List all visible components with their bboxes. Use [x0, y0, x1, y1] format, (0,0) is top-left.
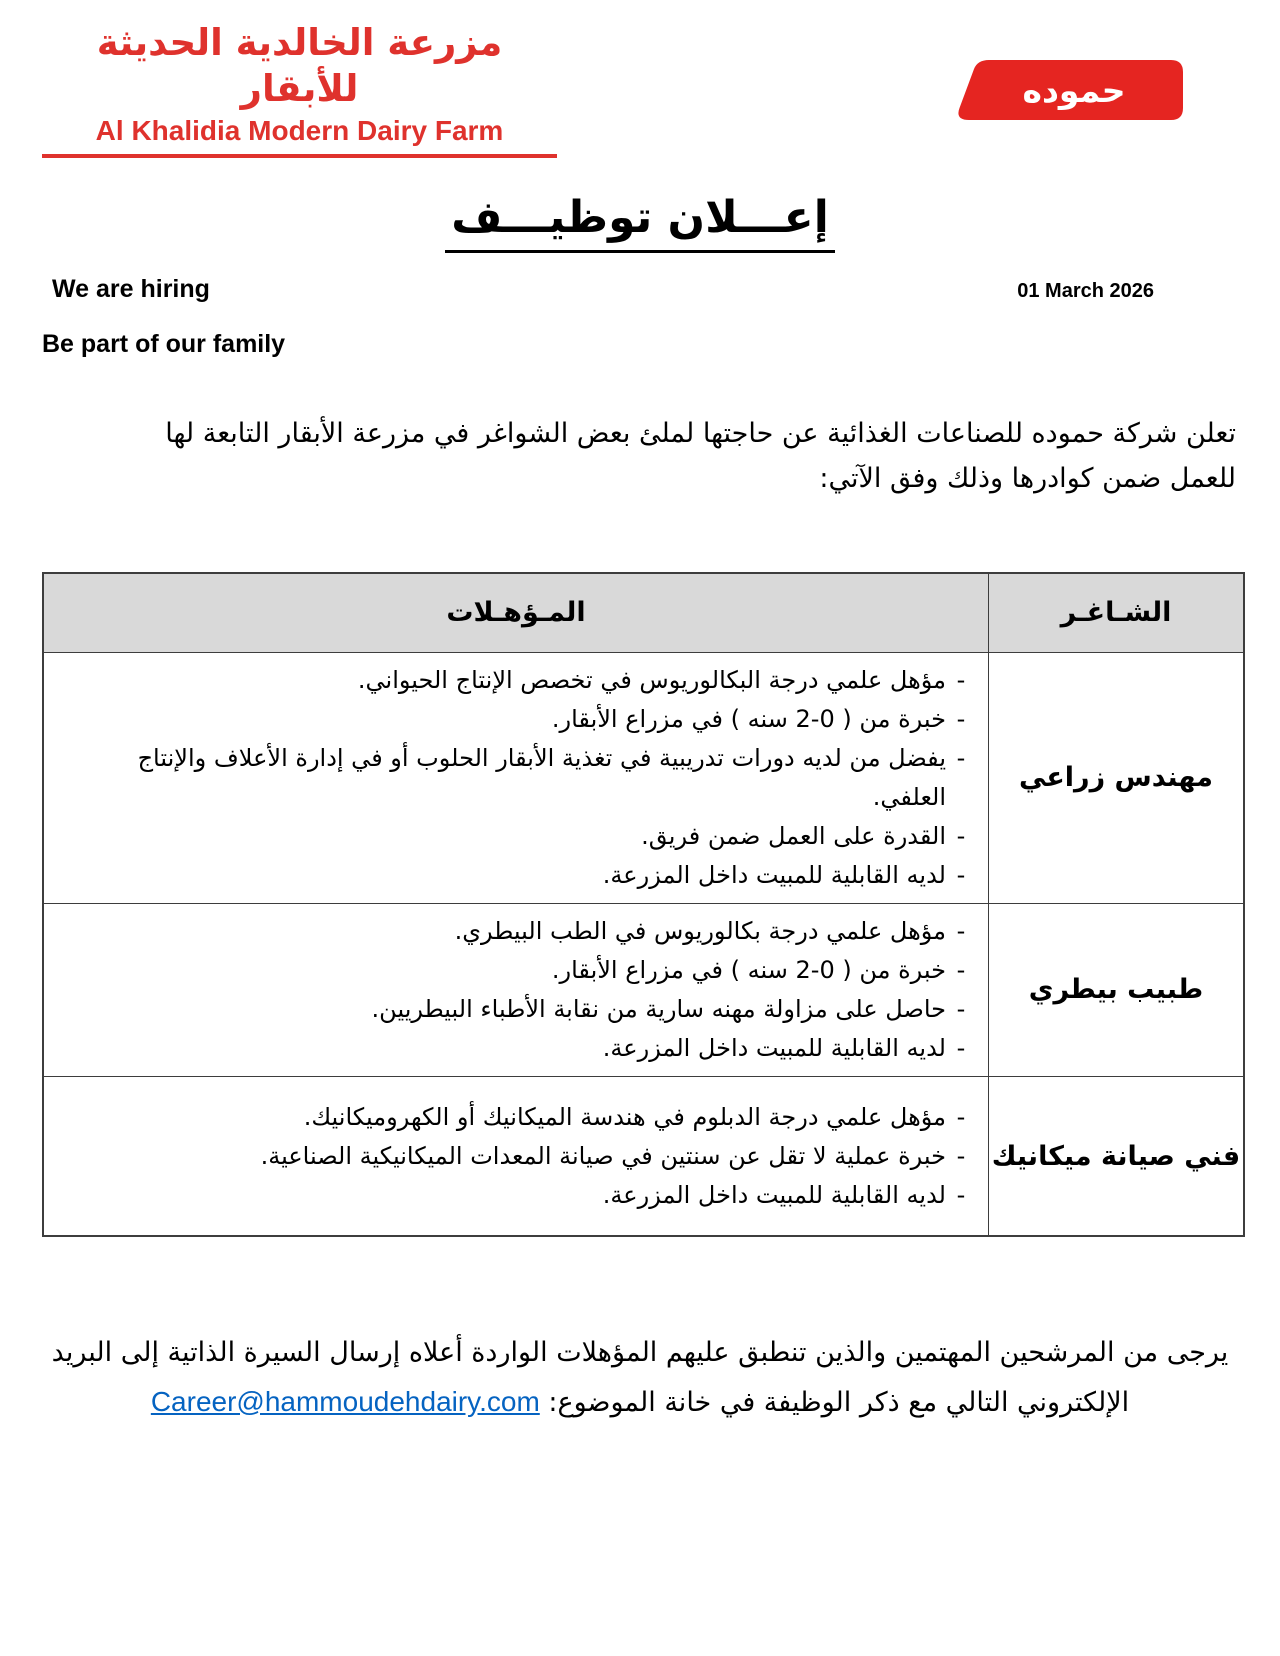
we-are-hiring-text: We are hiring	[52, 275, 210, 304]
closing-paragraph	[50, 1329, 1230, 1426]
qualifications-cell	[43, 903, 989, 1076]
qualification-item	[74, 1098, 976, 1137]
qualification-text: لديه القابلية للمبيت داخل المزرعة.	[602, 860, 946, 889]
qualification-item	[74, 1176, 976, 1215]
bullet-dash: -	[956, 916, 966, 945]
qualification-item	[74, 912, 976, 951]
bullet-dash: -	[956, 1180, 966, 1209]
qualification-text: خبرة عملية لا تقل عن سنتين في صيانة المعدات الميكانيكية الصناعية.	[260, 1141, 946, 1170]
qualification-text: لديه القابلية للمبيت داخل المزرعة.	[602, 1033, 946, 1062]
table-header-row	[43, 573, 1244, 653]
intro-paragraph: تعلن شركة حموده للصناعات الغذائية عن حاجتها لملئ بعض الشواغر في مزرعة الأبقار التابعة لها للعمل ضمن كوادرها وذلك وفق الآتي:	[165, 418, 1236, 495]
qualification-item	[74, 1137, 976, 1176]
qualification-text: خبرة من ( 0-2 سنه ) في مزراع الأبقار.	[551, 955, 946, 984]
qualification-item	[74, 739, 976, 817]
title-wrap	[42, 191, 1238, 253]
qualification-item	[74, 700, 976, 739]
qualification-item	[74, 856, 976, 895]
table-row	[43, 1076, 1244, 1236]
qualification-text: حاصل على مزاولة مهنه سارية من نقابة الأطباء البيطريين.	[371, 994, 946, 1023]
qualification-item	[74, 990, 976, 1029]
table-row	[43, 903, 1244, 1076]
job-title-cell: فني صيانة ميكانيك	[989, 1076, 1245, 1236]
qualification-item	[74, 661, 976, 700]
qualification-text: مؤهل علمي درجة البكالوريوس في تخصص الإنتاج الحيواني.	[357, 665, 946, 694]
bullet-dash: -	[956, 955, 966, 984]
email-link[interactable]: Career@hammoudehdairy.com	[150, 1385, 540, 1417]
hammoudeh-logo-text: حموده	[1022, 70, 1126, 110]
qualification-text: مؤهل علمي درجة بكالوريوس في الطب البيطري.	[454, 916, 946, 945]
header	[42, 20, 1238, 158]
farm-logo-arabic-text: مزرعة الخالدية الحديثة للأبقار	[96, 21, 503, 111]
bullet-dash: -	[956, 821, 966, 850]
bullet-dash: -	[956, 1141, 966, 1170]
bullet-dash: -	[956, 860, 966, 889]
job-title-cell: طبيب بيطري	[989, 903, 1245, 1076]
hiring-row	[42, 275, 1238, 304]
page-title: إعـــلان توظيـــف	[445, 194, 835, 253]
qualification-text: مؤهل علمي درجة الدبلوم في هندسة الميكانيك أو الكهروميكانيك.	[303, 1102, 946, 1131]
farm-logo-underline	[42, 154, 557, 158]
farm-logo	[42, 20, 557, 158]
qualifications-cell	[43, 1076, 989, 1236]
qualification-text: لديه القابلية للمبيت داخل المزرعة.	[602, 1180, 946, 1209]
bullet-dash: -	[956, 994, 966, 1023]
vacancies-table	[42, 572, 1245, 1238]
closing-text: يرجى من المرشحين المهتمين والذين تنطبق عليهم المؤهلات الواردة أعلاه إرسال السيرة الذاتية إلى البريد الإلكتروني التالي مع ذكر الوظيفة في خانة الموضوع:	[51, 1337, 1229, 1418]
qualification-item	[74, 951, 976, 990]
hammoudeh-logo	[953, 58, 1185, 122]
qualification-item	[74, 1029, 976, 1068]
qualification-item	[74, 817, 976, 856]
family-text: Be part of our family	[42, 330, 286, 359]
job-title-cell: مهندس زراعي	[989, 652, 1245, 903]
bullet-dash: -	[956, 1102, 966, 1131]
bullet-dash: -	[956, 704, 966, 733]
date-text: 01 March 2026	[1017, 280, 1154, 303]
qualifications-header: المـؤهـلات	[43, 573, 989, 653]
qualifications-cell	[43, 652, 989, 903]
bullet-dash: -	[956, 665, 966, 694]
qualification-text: يفضل من لديه دورات تدريبية في تغذية الأبقار الحلوب أو في إدارة الأعلاف والإنتاج العلفي.	[137, 743, 946, 811]
vacancy-header: الشـاغـر	[989, 573, 1245, 653]
qualification-text: خبرة من ( 0-2 سنه ) في مزراع الأبقار.	[551, 704, 946, 733]
bullet-dash: -	[956, 1033, 966, 1062]
table-row	[43, 652, 1244, 903]
farm-logo-english-text: Al Khalidia Modern Dairy Farm	[95, 114, 504, 146]
qualification-text: القدرة على العمل ضمن فريق.	[641, 821, 946, 850]
bullet-dash: -	[956, 743, 966, 772]
